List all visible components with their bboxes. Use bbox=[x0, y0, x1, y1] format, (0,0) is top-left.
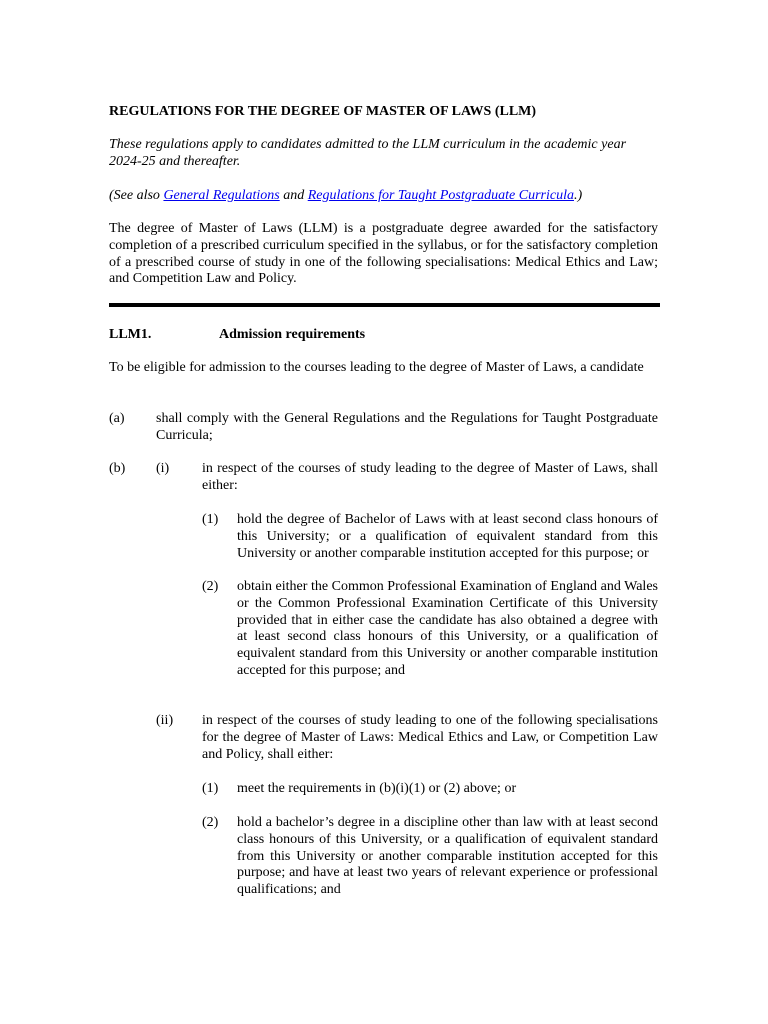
clause-b-ii-1-label: (1) bbox=[202, 781, 219, 796]
clause-b-label: (b) bbox=[109, 461, 126, 476]
clause-b-i-1-text: hold the degree of Bachelor of Laws with at least second class honours of this University; or a qualification of equivalent standard from this University or another comparable institution accepted for this purpose; or bbox=[237, 512, 658, 561]
see-also-line: (See also General Regulations and Regulations for Taught Postgraduate Curricula.) bbox=[109, 188, 583, 203]
section-number: LLM1. bbox=[109, 327, 152, 342]
intro-italic: These regulations apply to candidates admitted to the LLM curriculum in the academic year 2024-25 and thereafter. bbox=[109, 137, 627, 169]
clause-a-label: (a) bbox=[109, 411, 125, 426]
clause-b-ii-2-text: hold a bachelor’s degree in a discipline other than law with at least second class honours of this University, or a qualification of equivalent standard from this University or another comparable institution accepted for this purpose; and have at least two years of relevant experience or professional qualifications; and bbox=[237, 815, 658, 898]
clause-b-ii-label: (ii) bbox=[156, 713, 174, 728]
general-regulations-link[interactable]: General Regulations bbox=[163, 188, 280, 203]
clause-b-ii-1-text: meet the requirements in (b)(i)(1) or (2) above; or bbox=[237, 781, 517, 796]
section-divider bbox=[109, 303, 660, 307]
clause-b-i-2-text: obtain either the Common Professional Examination of England and Wales or the Common Professional Examination Certificate of this University provided that in either case the candidate has also obtained a degree with at least second class honours of this University, or a qualification of equivalent standard from this University or another comparable institution accepted for this purpose; and bbox=[237, 579, 658, 678]
clause-b-ii-text: in respect of the courses of study leading to one of the following specialisations for the degree of Master of Laws: Medical Ethics and Law, or Competition Law and Policy, shall either: bbox=[202, 713, 658, 762]
clause-b-i-text: in respect of the courses of study leading to the degree of Master of Laws, shall either: bbox=[202, 461, 658, 493]
degree-description: The degree of Master of Laws (LLM) is a postgraduate degree awarded for the satisfactory completion of a prescribed curriculum specified in the syllabus, or for the satisfactory completion of a prescribed course of study in one of the following specialisations: Medical Ethics and Law; and Competition Law and Policy. bbox=[109, 221, 658, 287]
section-heading: Admission requirements bbox=[219, 327, 366, 342]
clause-b-ii-2-label: (2) bbox=[202, 815, 219, 830]
clause-b-i-2-label: (2) bbox=[202, 579, 219, 594]
taught-postgraduate-regulations-link[interactable]: Regulations for Taught Postgraduate Curricula bbox=[307, 188, 574, 203]
clause-b-i-label: (i) bbox=[156, 461, 170, 476]
document-title: REGULATIONS FOR THE DEGREE OF MASTER OF LAWS (LLM) bbox=[109, 104, 537, 119]
clause-a-text: shall comply with the General Regulations and the Regulations for Taught Postgraduate Curricula; bbox=[156, 411, 658, 443]
clause-b-i-1-label: (1) bbox=[202, 512, 219, 527]
section-intro: To be eligible for admission to the courses leading to the degree of Master of Laws, a candidate bbox=[109, 360, 644, 375]
